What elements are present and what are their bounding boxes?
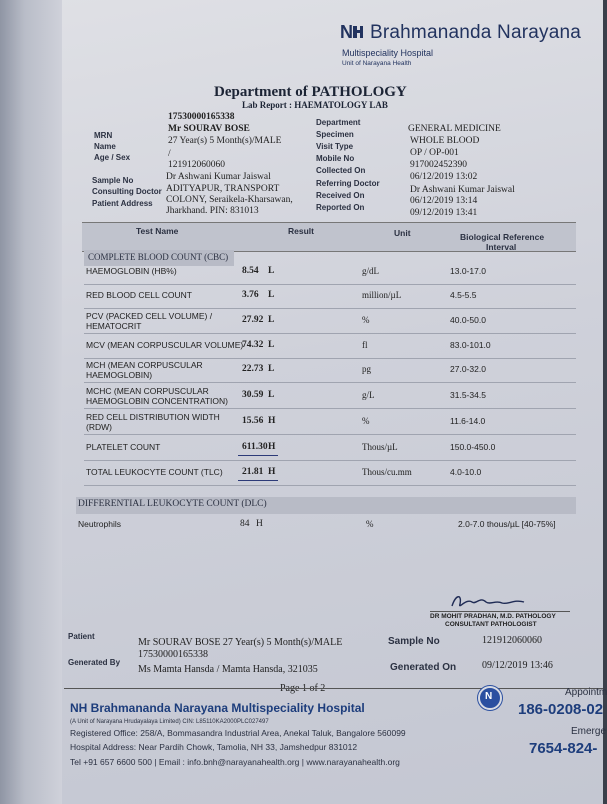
test-name-line-2: (RDW) [86, 422, 112, 432]
table-row-divider [84, 284, 576, 285]
section-cbc [84, 250, 234, 266]
table-row-divider [84, 333, 576, 334]
doctor-value: Dr Ashwani Kumar Jaiswal [166, 172, 271, 182]
neutrophils-flag: H [256, 519, 263, 529]
test-reference: 4.5-5.5 [450, 290, 477, 300]
col-result: Result [288, 226, 314, 236]
neutrophils-result: 84 [240, 519, 250, 529]
hospital-unit: Unit of Narayana Health [342, 60, 412, 67]
table-row-divider [84, 358, 576, 359]
footer-patient-label: Patient [68, 632, 95, 641]
department-title: Department of PATHOLOGY [214, 84, 407, 100]
neutrophils-name: Neutrophils [78, 519, 121, 529]
test-name-line-2: HAEMOGLOBIN CONCENTRATION) [86, 396, 228, 406]
test-flag: L [268, 390, 275, 400]
test-flag: L [268, 364, 275, 374]
test-result: 21.81 [242, 467, 264, 477]
test-reference: 83.0-101.0 [450, 340, 491, 350]
collected-value: 06/12/2019 13:02 [410, 172, 478, 182]
table-row-divider [84, 485, 576, 486]
test-unit: fl [362, 340, 368, 350]
specimen-label: Specimen [316, 130, 354, 139]
test-reference: 27.0-32.0 [450, 364, 486, 374]
neutrophils-ref: 2.0-7.0 thous/µL [40-75%] [458, 519, 556, 529]
mobile-value: 917002452390 [410, 160, 467, 170]
reported-label: Reported On [316, 203, 365, 212]
test-flag: L [268, 340, 275, 350]
referring-label: Referring Doctor [316, 179, 380, 188]
mobile-label: Mobile No [316, 154, 355, 163]
pathologist-signature [448, 590, 528, 612]
test-unit: pg [362, 364, 371, 374]
doctor-label: Consulting Doctor [92, 187, 162, 196]
col-unit: Unit [394, 228, 411, 238]
table-row-divider [84, 382, 576, 383]
name-label: Name [94, 142, 116, 151]
name-value: Mr SOURAV BOSE [168, 124, 250, 134]
footer-patient: Mr SOURAV BOSE 27 Year(s) 5 Month(s)/MALE [138, 637, 343, 648]
section-dlc [76, 497, 576, 514]
nh-logo-icon [340, 20, 366, 42]
mrn-label: MRN [94, 131, 113, 140]
section-dlc-label: DIFFERENTIAL LEUKOCYTE COUNT (DLC) [78, 499, 267, 509]
test-name: MCH (MEAN CORPUSCULAR [86, 360, 203, 370]
test-name: HAEMOGLOBIN (HB%) [86, 266, 177, 276]
test-result: 22.73 [242, 364, 264, 374]
pathologist-designation: CONSULTANT PATHOLOGIST [445, 621, 537, 628]
address-line-3: Jharkhand. PIN: 831013 [166, 206, 259, 216]
test-name: TOTAL LEUKOCYTE COUNT (TLC) [86, 467, 223, 477]
test-name: RED BLOOD CELL COUNT [86, 290, 192, 300]
appointment-phone: 186-0208-02 [518, 701, 604, 718]
neutrophils-unit: % [366, 519, 374, 529]
test-unit: million/µL [362, 290, 402, 300]
test-result: 27.92 [242, 315, 264, 325]
collected-label: Collected On [316, 166, 366, 175]
specimen-value: WHOLE BLOOD [410, 136, 480, 146]
col-reference: Biological Reference [460, 232, 545, 242]
nabh-letter: N [485, 691, 493, 702]
address-line-1: ADITYAPUR, TRANSPORT [166, 184, 280, 194]
emergency-label: Emerge [571, 726, 607, 737]
appointment-label: Appointm [565, 687, 607, 698]
test-result: 74.32 [242, 340, 264, 350]
test-reference: 31.5-34.5 [450, 390, 486, 400]
test-name-line-2: HAEMOGLOBIN) [86, 370, 153, 380]
test-name: PLATELET COUNT [86, 442, 161, 452]
visit-label: Visit Type [316, 142, 354, 151]
footer-hospital-name: NH Brahmananda Narayana Multispeciality Hospital [70, 701, 365, 715]
sample-label: Sample No [92, 176, 134, 185]
nabh-badge-icon [478, 686, 502, 710]
test-reference: 13.0-17.0 [450, 266, 486, 276]
signature-line [430, 611, 570, 612]
test-flag: H [268, 467, 276, 477]
handwritten-underline [238, 455, 278, 456]
col-test-name: Test Name [136, 226, 179, 236]
footer-divider [64, 688, 603, 689]
test-flag: L [268, 290, 275, 300]
svg-text:N: N [340, 22, 353, 42]
col-reference-2: Interval [486, 242, 517, 252]
table-row-divider [84, 408, 576, 409]
test-result: 30.59 [242, 390, 264, 400]
section-cbc-label: COMPLETE BLOOD COUNT (CBC) [88, 252, 229, 262]
test-unit: % [362, 315, 370, 325]
age-slash: / [168, 149, 171, 159]
test-unit: g/L [362, 390, 375, 400]
test-name: RED CELL DISTRIBUTION WIDTH [86, 412, 220, 422]
test-result: 611.30 [242, 442, 268, 452]
table-row-divider [84, 460, 576, 461]
test-unit: g/dL [362, 266, 379, 276]
table-row-divider [84, 308, 576, 309]
footer-registered-office: Registered Office: 258/A, Bommasandra Industrial Area, Anekal Taluk, Bangalore 560099 [70, 728, 406, 738]
referring-value: Dr Ashwani Kumar Jaiswal [410, 185, 515, 195]
footer-generated-by-label: Generated By [68, 658, 121, 667]
hospital-brand: Brahmananda Narayana [370, 22, 582, 43]
test-name: PCV (PACKED CELL VOLUME) / [86, 311, 213, 321]
test-result: 3.76 [242, 290, 259, 300]
address-line-2: COLONY, Seraikela-Kharsawan, [166, 195, 293, 205]
test-flag: H [268, 416, 276, 426]
received-label: Received On [316, 191, 365, 200]
test-name: MCHC (MEAN CORPUSCULAR [86, 386, 209, 396]
footer-patient-mrn: 17530000165338 [138, 649, 208, 660]
footer-legal: (A Unit of Narayana Hrudayalaya Limited) CIN: L85110KA2000PLC027497 [70, 719, 269, 725]
test-reference: 40.0-50.0 [450, 315, 486, 325]
test-reference: 4.0-10.0 [450, 467, 482, 477]
age-value: 27 Year(s) 5 Month(s)/MALE [168, 136, 282, 146]
test-flag: L [268, 315, 275, 325]
footer-sample-label: Sample No [388, 636, 440, 647]
test-result: 8.54 [242, 266, 259, 276]
test-name: MCV (MEAN CORPUSCULAR VOLUME) [86, 340, 244, 350]
address-label: Patient Address [92, 199, 153, 208]
department-label: Department [316, 118, 361, 127]
test-unit: Thous/µL [362, 442, 398, 452]
footer-contact: Tel +91 657 6600 500 | Email : info.bnh@narayanahealth.org | www.narayanahealth.org [70, 757, 400, 767]
test-flag: H [268, 442, 276, 452]
footer-sample: 121912060060 [482, 635, 542, 646]
footer-generated-on: 09/12/2019 13:46 [482, 660, 553, 671]
footer-generated-on-label: Generated On [390, 662, 457, 673]
handwritten-underline [238, 480, 278, 481]
reported-value: 09/12/2019 13:41 [410, 208, 478, 218]
test-unit: Thous/cu.mm [362, 467, 412, 477]
test-reference: 150.0-450.0 [450, 442, 496, 452]
test-flag: L [268, 266, 275, 276]
table-row-divider [84, 434, 576, 435]
received-value: 06/12/2019 13:14 [410, 196, 478, 206]
footer-hospital-address: Hospital Address: Near Pardih Chowk, Tamolia, NH 33, Jamshedpur 831012 [70, 742, 358, 752]
pathologist-name: DR MOHIT PRADHAN, M.D. PATHOLOGY [430, 613, 556, 620]
mrn-value: 17530000165338 [168, 112, 235, 122]
department-value: GENERAL MEDICINE [408, 124, 501, 134]
sample-value: 121912060060 [168, 160, 225, 170]
test-unit: % [362, 416, 370, 426]
page-binding-shadow [0, 0, 62, 804]
age-label: Age / Sex [94, 153, 131, 162]
footer-generated-by: Ms Mamta Hansda / Mamta Hansda, 321035 [138, 664, 318, 675]
test-result: 15.56 [242, 416, 264, 426]
hospital-subtitle: Multispeciality Hospital [342, 48, 434, 58]
visit-value: OP / OP-001 [410, 148, 459, 158]
test-name-line-2: HEMATOCRIT [86, 321, 142, 331]
emergency-phone: 7654-824- [529, 740, 598, 757]
test-reference: 11.6-14.0 [450, 416, 486, 426]
lab-report-title: Lab Report : HAEMATOLOGY LAB [242, 100, 388, 110]
